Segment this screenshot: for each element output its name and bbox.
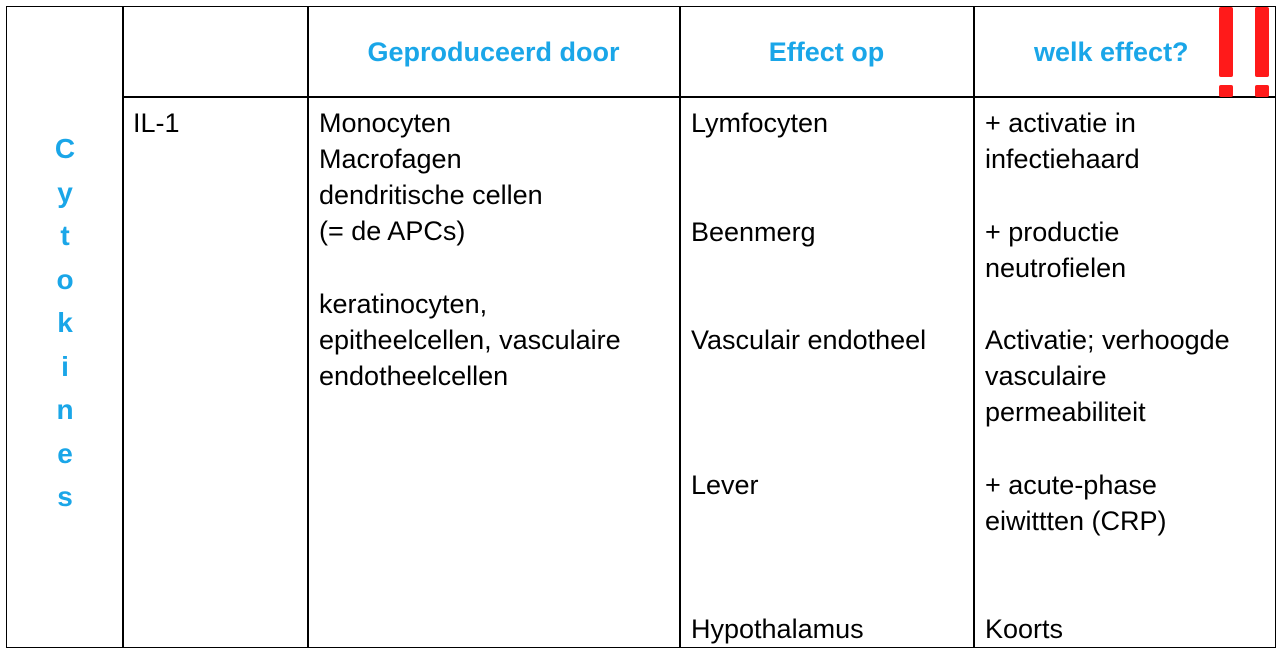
header-name xyxy=(123,7,307,97)
exclamation-icon xyxy=(1255,7,1269,101)
produced-by-line: keratinocyten, xyxy=(319,289,488,319)
vertical-letter: C xyxy=(54,133,76,164)
effect-description: neutrofielen xyxy=(985,253,1127,283)
divider xyxy=(679,7,681,647)
divider xyxy=(973,7,975,647)
produced-by-line: endotheelcellen xyxy=(319,361,509,391)
effect-description: + productie xyxy=(985,217,1120,247)
vertical-letter: e xyxy=(57,437,73,469)
produced-by-line: Monocyten xyxy=(319,108,452,138)
effect-description: infectiehaard xyxy=(985,144,1140,174)
effect-target: Vasculair endotheel xyxy=(691,325,927,355)
cytokine-table xyxy=(6,6,1276,648)
vertical-letter: i xyxy=(61,350,69,382)
effect-description: + activatie in xyxy=(985,108,1136,138)
vertical-letter: o xyxy=(56,263,74,295)
vertical-label-cytokines xyxy=(7,127,123,519)
header-produced-by: Geproduceerd door xyxy=(367,36,620,67)
effect-description: Activatie; verhoogde xyxy=(985,325,1230,355)
header-which-effect: welk effect? xyxy=(1034,36,1189,67)
vertical-letter: k xyxy=(57,307,73,338)
produced-by-line: epitheelcellen, vasculaire xyxy=(319,325,621,355)
divider xyxy=(307,7,309,647)
cytokine-name: IL-1 xyxy=(133,108,180,138)
effect-description: vasculaire xyxy=(985,361,1107,391)
effect-target: Lever xyxy=(691,470,759,500)
effect-description: Koorts xyxy=(985,614,1064,644)
effect-target: Hypothalamus xyxy=(691,614,864,644)
vertical-letter: y xyxy=(57,176,73,208)
header-effect-on: Effect op xyxy=(768,36,885,67)
effect-description: permeabiliteit xyxy=(985,397,1146,427)
produced-by-line: Macrofagen xyxy=(319,144,462,174)
vertical-letter: n xyxy=(56,394,74,425)
effect-target: Beenmerg xyxy=(691,217,816,247)
vertical-letter: s xyxy=(57,481,73,512)
effect-description: + acute-phase xyxy=(985,470,1157,500)
exclamation-icon xyxy=(1219,7,1233,101)
effect-description: eiwittten (CRP) xyxy=(985,506,1167,536)
produced-by-line: dendritische cellen xyxy=(319,180,543,210)
produced-by-line: (= de APCs) xyxy=(319,216,466,246)
vertical-letter: t xyxy=(60,220,70,251)
effect-target: Lymfocyten xyxy=(691,108,829,138)
